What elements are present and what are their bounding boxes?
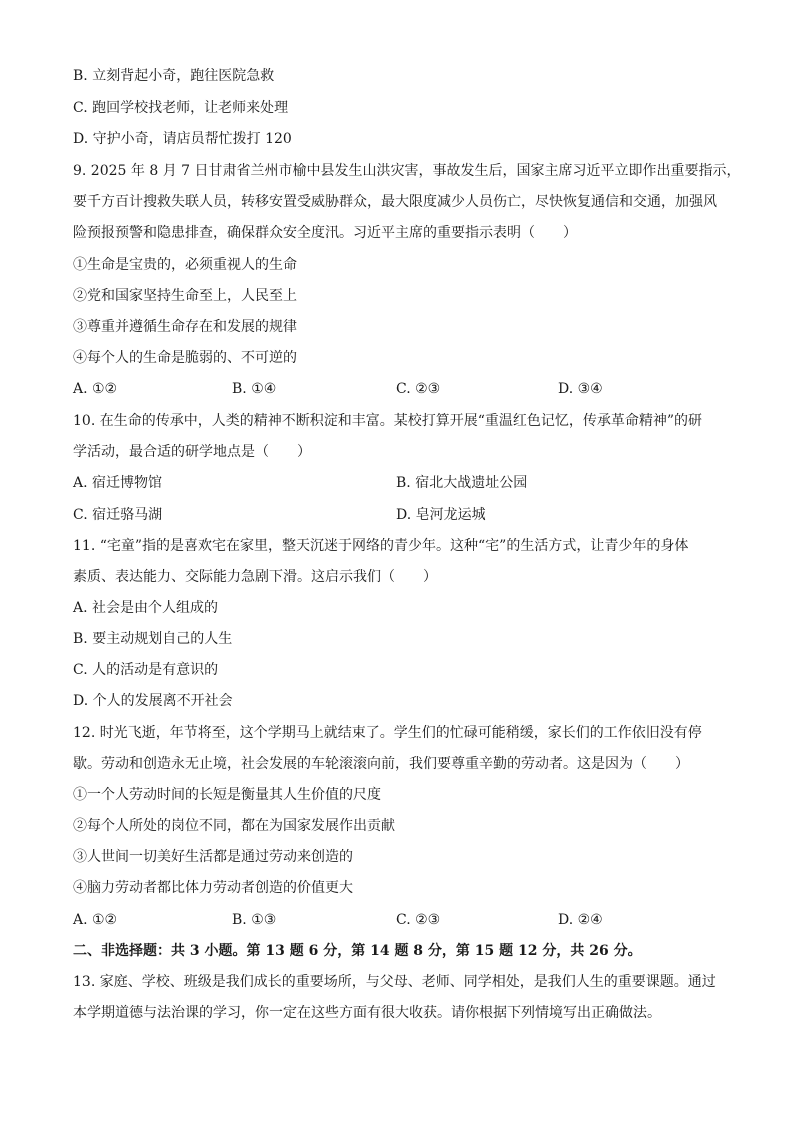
q10-stem-line-2: 学活动，最合适的研学地点是（ ） [73, 444, 311, 460]
q9-stem-line-2: 要千方百计搜救失联人员，转移安置受威胁群众，最大限度减少人员伤亡，尽快恢复通信和交通，加强风 [73, 194, 717, 210]
q10-option-d: D. 皂河龙运城 [396, 507, 486, 523]
q11-option-c: C. 人的活动是有意识的 [73, 662, 219, 678]
q12-stem-line-1: 12. 时光飞逝，年节将至，这个学期马上就结束了。学生们的忙碌可能稍缓，家长们的工作依旧没有停 [73, 725, 702, 741]
q9-statement-3: ③尊重并遵循生命存在和发展的规律 [73, 319, 297, 335]
q12-option-c: C. ②③ [396, 912, 441, 928]
q9-statement-1: ①生命是宝贵的，必须重视人的生命 [73, 257, 297, 273]
q12-stem-line-2: 歇。劳动和创造永无止境，社会发展的车轮滚滚向前，我们要尊重辛勤的劳动者。这是因为（ ） [73, 756, 689, 772]
q9-stem-line-1: 9. 2025 年 8 月 7 日甘肃省兰州市榆中县发生山洪灾害，事故发生后，国家主席习近平立即作出重要指示， [73, 163, 741, 179]
q11-option-b: B. 要主动规划自己的人生 [73, 631, 233, 647]
q9-stem-line-3: 险预报预警和隐患排查，确保群众安全度汛。习近平主席的重要指示表明（ ） [73, 225, 577, 241]
q8-option-d: D. 守护小奇，请店员帮忙拨打 120 [73, 131, 292, 147]
q12-statement-4: ④脑力劳动者都比体力劳动者创造的价值更大 [73, 880, 353, 896]
q9-option-c: C. ②③ [396, 381, 441, 397]
q11-option-a: A. 社会是由个人组成的 [73, 600, 219, 616]
section-two-heading: 二、非选择题：共 3 小题。第 13 题 6 分，第 14 题 8 分，第 15 题 12 分，共 26 分。 [73, 943, 642, 959]
q8-option-b: B. 立刻背起小奇，跑往医院急救 [73, 68, 275, 84]
q11-stem-line-1: 11. “宅童”指的是喜欢宅在家里，整天沉迷于网络的青少年。这种“宅”的生活方式，让青少年的身体 [73, 538, 689, 554]
q11-option-d: D. 个人的发展离不开社会 [73, 693, 233, 709]
q10-option-a: A. 宿迁博物馆 [73, 475, 163, 491]
q10-stem-line-1: 10. 在生命的传承中，人类的精神不断积淀和丰富。某校打算开展“重温红色记忆，传承革命精神”的研 [73, 413, 703, 429]
q9-option-a: A. ①② [73, 381, 118, 397]
q13-stem-line-2: 本学期道德与法治课的学习，你一定在这些方面有很大收获。请你根据下列情境写出正确做法。 [73, 1005, 661, 1021]
q12-option-d: D. ②④ [558, 912, 603, 928]
q9-option-d: D. ③④ [558, 381, 603, 397]
q9-statement-4: ④每个人的生命是脆弱的、不可逆的 [73, 350, 297, 366]
q12-statement-2: ②每个人所处的岗位不同，都在为国家发展作出贡献 [73, 818, 395, 834]
q12-statement-1: ①一个人劳动时间的长短是衡量其人生价值的尺度 [73, 787, 381, 803]
q12-statement-3: ③人世间一切美好生活都是通过劳动来创造的 [73, 849, 353, 865]
q12-option-a: A. ①② [73, 912, 118, 928]
q10-option-c: C. 宿迁骆马湖 [73, 507, 163, 523]
q11-stem-line-2: 素质、表达能力、交际能力急剧下滑。这启示我们（ ） [73, 569, 437, 585]
q9-statement-2: ②党和国家坚持生命至上，人民至上 [73, 288, 297, 304]
q13-stem-line-1: 13. 家庭、学校、班级是我们成长的重要场所，与父母、老师、同学相处，是我们人生的重要课题。通过 [73, 974, 716, 990]
q9-option-b: B. ①④ [232, 381, 277, 397]
q8-option-c: C. 跑回学校找老师，让老师来处理 [73, 100, 289, 116]
q12-option-b: B. ①③ [232, 912, 277, 928]
q10-option-b: B. 宿北大战遗址公园 [396, 475, 528, 491]
